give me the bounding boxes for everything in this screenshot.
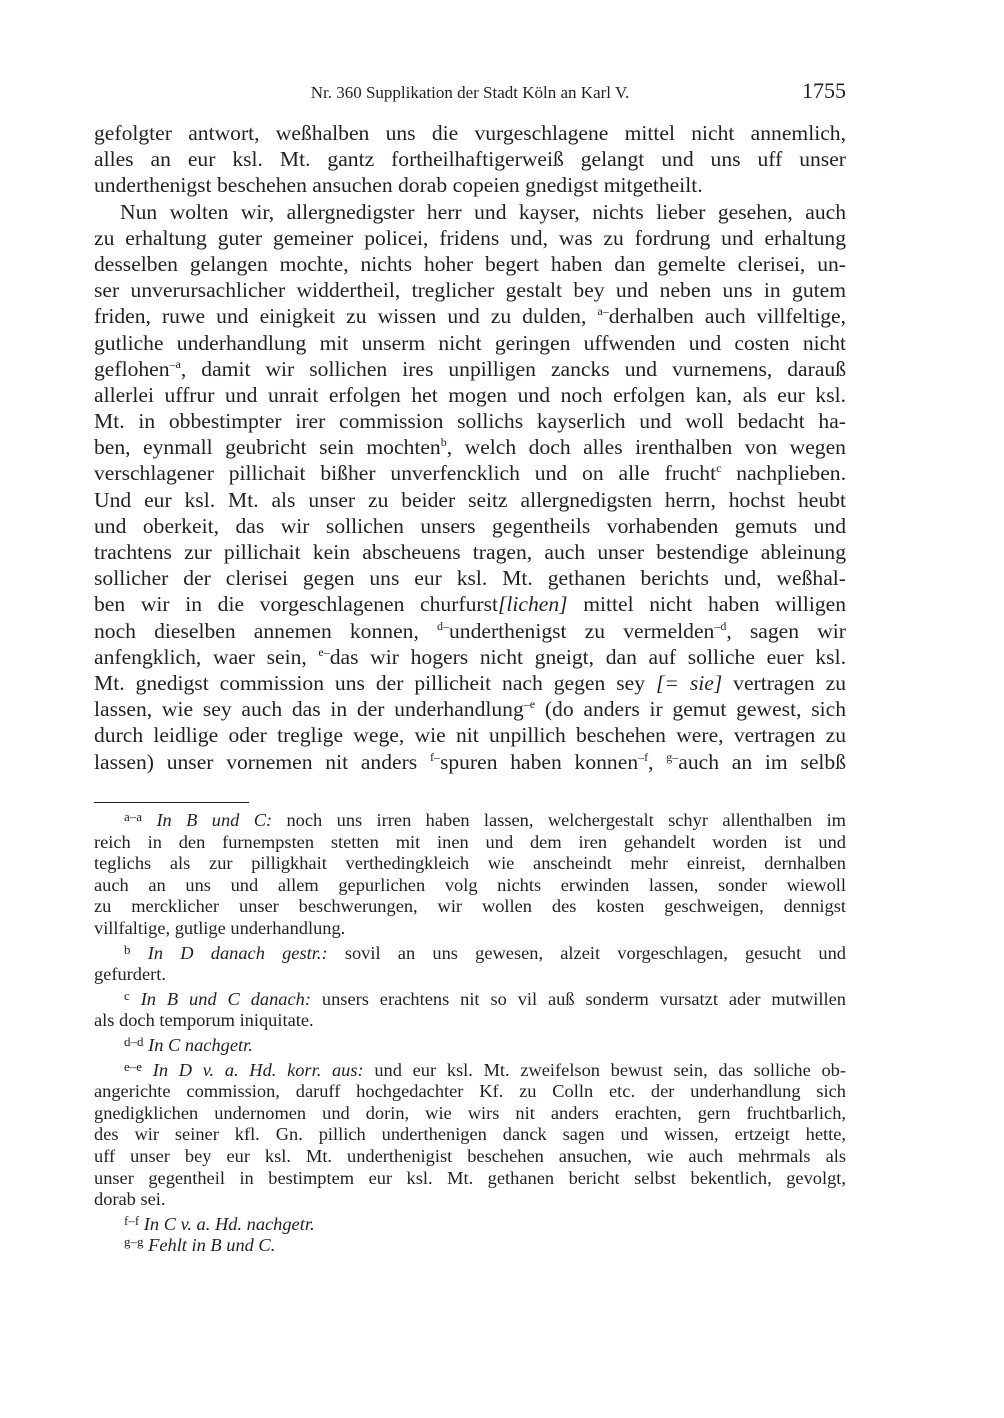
- text-span: ben wir in die vorgeschlagenen churfurst: [94, 592, 498, 617]
- footnote-line: gefurdert.: [94, 964, 166, 985]
- footnote-source: In B und C:: [156, 810, 273, 830]
- footnote-marker: e–: [318, 644, 330, 659]
- text-span: , damit wir sollichen ires unpilligen zancks und vurnemens, darauß: [180, 356, 846, 381]
- text-line: [94, 434, 846, 460]
- footnote-marker: –f: [638, 749, 649, 764]
- footnote-label: a–a: [124, 809, 143, 824]
- page-header: [94, 78, 846, 108]
- text-span: lassen, wie sey auch das in der underhandlung: [94, 697, 524, 722]
- main-text: [94, 120, 846, 775]
- footnote-label: d–d: [124, 1033, 144, 1049]
- text-line: [94, 696, 846, 722]
- footnote-line: [94, 943, 846, 965]
- editorial-insertion: [= sie]: [655, 670, 723, 695]
- footnote-marker: f–: [429, 749, 440, 764]
- footnote-text: sovil an uns gewesen, alzeit vorgeschlagen, gesucht und: [327, 942, 846, 963]
- footnote-marker: –d: [714, 618, 727, 633]
- footnote-text: und eur ksl. Mt. zweifelson bewust sein, das solliche ob-: [363, 1059, 846, 1080]
- text-line: alles an eur ksl. Mt. gantz fortheilhaftigerweiß gelangt und uns uff unser: [94, 147, 846, 172]
- text-line: [94, 644, 846, 670]
- footnote-text: noch uns irren haben lassen, welchergestalt schyr allenthalben im: [272, 810, 846, 830]
- footnote-marker: b: [440, 435, 447, 450]
- footnote-label: e–e: [124, 1058, 143, 1074]
- text-line: desselben gelangen mochte, nichts hoher begert haben dan gemelte clerisei, un-: [94, 251, 846, 276]
- text-line: [94, 303, 846, 329]
- text-span: anfengklich, waer sein,: [94, 644, 319, 669]
- text-span: auch an im selbß: [678, 749, 847, 774]
- footnote-line: unser gegentheil in bestimptem eur ksl. Mt. gethanen bericht selbst bekentlich, gevolgt,: [94, 1167, 846, 1188]
- footnote-source: In D v. a. Hd. korr. aus:: [152, 1059, 364, 1080]
- footnote-marker: –e: [523, 697, 536, 712]
- footnote-source: In B und C danach:: [140, 988, 311, 1009]
- page-number: 1755: [802, 78, 846, 103]
- footnote-source: In C v. a. Hd. nachgetr.: [143, 1213, 315, 1234]
- text-span: underthenigst zu vermelden: [449, 618, 715, 643]
- text-span: geflohen: [94, 356, 170, 381]
- footnote-label: c: [124, 987, 130, 1003]
- text-span: derhalben auch villfeltige,: [608, 304, 846, 329]
- footnote-rule: [94, 802, 249, 803]
- footnote-line: [94, 989, 846, 1011]
- footnote-source: In C nachgetr.: [148, 1034, 253, 1055]
- text-span: lassen) unser vornemen nit anders: [94, 749, 430, 774]
- text-line: ser unverursachlicher widdertheil, treglicher gestalt bey und neben uns in gutem: [94, 278, 846, 303]
- footnote-line: auch an uns und allem gepurlichen volg nichts erwinden lassen, sonder wiewoll: [94, 874, 846, 895]
- text-line: gefolgter antwort, weßhalben uns die vurgeschlagene mittel nicht annemlich,: [94, 121, 846, 145]
- footnote-d: [94, 1035, 846, 1057]
- text-line: gutliche underhandlung mit unserm nicht geringen uffwenden und costen nicht: [94, 330, 846, 355]
- footnote-line: gnedigklichen undernomen und dorin, wie wirs nit anders erachten, gern fruchtbarlich,: [94, 1102, 846, 1123]
- running-head: Nr. 360 Supplikation der Stadt Köln an Karl V.: [310, 83, 630, 102]
- text-span: ,: [648, 749, 667, 774]
- text-span: das wir hogers nicht gneigt, dan auf solliche euer ksl.: [329, 644, 846, 669]
- footnote-marker: c: [716, 461, 722, 476]
- text-line: [94, 460, 846, 486]
- text-line: [94, 618, 846, 644]
- footnote-marker: –a: [169, 356, 181, 371]
- footnote-line: dorab sei.: [94, 1189, 166, 1210]
- footnote-line: zu mercklicher unser beschwerungen, wir wollen des kosten geschweigen, dennigst: [94, 896, 846, 917]
- text-span: Mt. gnedigst commission uns der pillicheit nach gegen sey: [94, 670, 656, 695]
- footnote-label: f–f: [124, 1212, 140, 1228]
- text-line: trachtens zur pillichait kein abscheuens tragen, auch unser bestendige ableinung: [94, 540, 846, 564]
- footnote-source: In D danach gestr.:: [147, 942, 328, 963]
- footnote-a: [94, 810, 846, 940]
- footnote-text: unsers erachtens nit so vil auß sonderm vursatzt ader mutwillen: [310, 988, 846, 1009]
- footnotes: [94, 810, 846, 1257]
- footnote-label: g–g: [124, 1234, 144, 1250]
- text-line: und oberkeit, das wir sollichen unsers gegentheils vorhabenden gemuts und: [94, 513, 846, 538]
- text-span: , sagen wir: [726, 618, 846, 643]
- text-line: Und eur ksl. Mt. als unser zu beider seitz allergnedigsten herrn, hochst heubt: [94, 487, 846, 512]
- footnote-b: [94, 943, 846, 986]
- footnote-line: reich in den furnempsten stetten mit inen und dem iren gehandelt worden ist und: [94, 831, 846, 852]
- footnote-line: [94, 1060, 846, 1082]
- text-line: durch leidlige oder treglige wege, wie nit unpillich beschehen were, vertragen zu: [94, 723, 846, 748]
- text-line: [94, 749, 846, 775]
- editorial-insertion: [lichen]: [497, 592, 568, 617]
- footnote-line: angerichte commission, daruff hochgedachter Kf. zu Colln etc. der underhandlung sich: [94, 1081, 846, 1102]
- footnote-line: als doch temporum iniquitate.: [94, 1010, 314, 1031]
- footnote-e: [94, 1060, 846, 1211]
- footnote-marker: g–: [666, 749, 679, 764]
- footnote-line: [94, 810, 846, 832]
- footnote-line: teglichs als zur pilligkhait verthedingkleich wie anscheindt mehr einreist, dernhalben: [94, 853, 846, 874]
- text-span: (do anders ir gemut gewest, sich: [535, 697, 847, 722]
- footnote-line: villfaltige, gutlige underhandlung.: [94, 917, 346, 938]
- text-line: allerlei uffrur und unrait erfolgen het mogen und noch erfolgen kan, als eur ksl.: [94, 382, 846, 407]
- text-span: ben, eynmall geubricht sein mochten: [94, 435, 441, 460]
- footnote-line: des wir seiner kfl. Gn. pillich underthenigen danck sagen und wissen, ertzeigt hette,: [94, 1124, 846, 1145]
- text-line: [94, 591, 846, 617]
- text-span: mittel nicht haben willigen: [567, 592, 846, 617]
- footnote-line: uff unser bey eur ksl. Mt. underthenigist beschehen ansuchen, wie auch mehrmals als: [94, 1145, 846, 1166]
- footnote-marker: d–: [437, 618, 449, 633]
- text-span: verschlagener pillichait bißher unverfencklich und on alle frucht: [94, 461, 717, 486]
- text-span: nachplieben.: [721, 461, 846, 486]
- footnote-g: [94, 1235, 846, 1257]
- text-line: Nun wolten wir, allergnedigster herr und kayser, nichts lieber gesehen, auch: [120, 199, 846, 224]
- footnote-f: [94, 1214, 846, 1236]
- footnote-line: [94, 1214, 846, 1236]
- footnote-line: [94, 1035, 846, 1057]
- text-line: Mt. in obbestimpter irer commission sollichs kayserlich und woll bedacht ha-: [94, 409, 846, 434]
- footnote-label: b: [124, 941, 131, 957]
- footnote-source: Fehlt in B und C.: [148, 1235, 276, 1256]
- text-span: vertragen zu: [722, 670, 846, 695]
- text-line: zu erhaltung guter gemeiner policei, fridens und, was zu fordrung und erhaltung: [94, 225, 846, 250]
- text-span: noch dieselben annemen konnen,: [94, 618, 437, 643]
- text-line: underthenigst beschehen ansuchen dorab copeien gnedigst mitgetheilt.: [94, 173, 703, 198]
- text-span: , welch doch alles irenthalben von wegen: [446, 435, 846, 460]
- text-line: sollicher der clerisei gegen uns eur ksl. Mt. gethanen berichts und, weßhal-: [94, 566, 846, 591]
- footnote-line: [94, 1235, 846, 1257]
- text-line: [94, 670, 846, 696]
- text-span: spuren haben konnen: [439, 749, 639, 774]
- text-line: [94, 356, 846, 382]
- text-span: friden, ruwe und einigkeit zu wissen und zu dulden,: [94, 304, 598, 329]
- footnote-marker: a–: [597, 304, 609, 319]
- footnote-c: [94, 989, 846, 1032]
